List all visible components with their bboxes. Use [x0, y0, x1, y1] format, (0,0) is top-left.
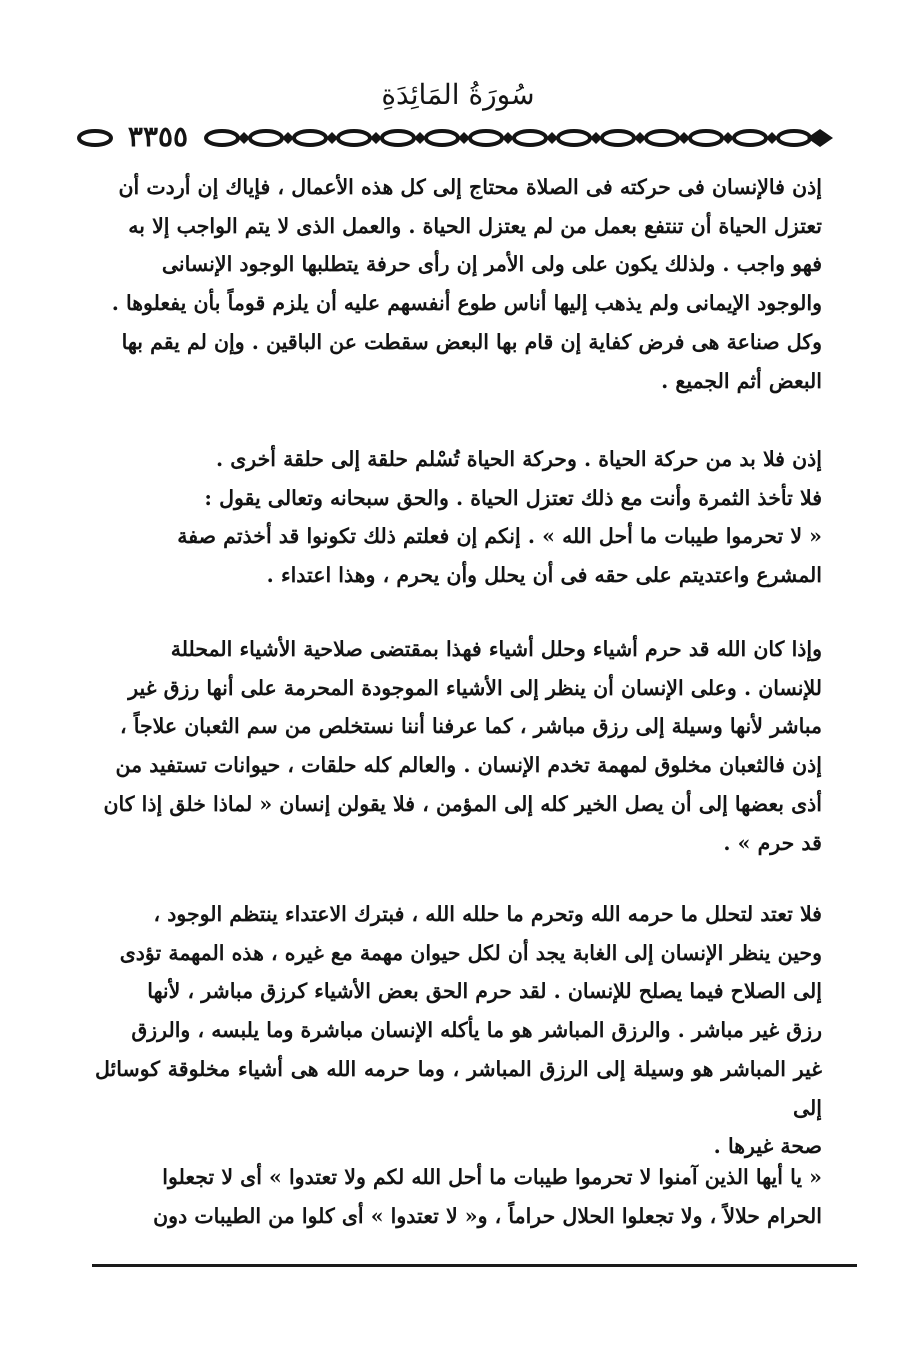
- footer-divider: [92, 1264, 857, 1267]
- text-line: وحين ينظر الإنسان إلى الغابة يجد أن لكل حيوان مهمة مع غيره ، هذه المهمة تؤدى: [119, 940, 822, 965]
- text-line: وكل صناعة هى فرض كفاية إن قام بها البعض سقطت عن الباقين . وإن لم يقم بها: [121, 329, 822, 354]
- text-line: فلا تأخذ الثمرة وأنت مع ذلك تعتزل الحياة . والحق سبحانه وتعالى يقول :: [204, 485, 822, 510]
- paragraph-2: [95, 440, 822, 595]
- text-line: « لا تحرموا طيبات ما أحل الله » . إنكم إن فعلتم ذلك تكونوا قد أخذتم صفة: [177, 524, 822, 549]
- text-line: فهو واجب . ولذلك يكون على ولى الأمر إن رأى حرفة يتطلبها الوجود الإنسانى: [161, 252, 822, 277]
- text-line: وإذا كان الله قد حرم أشياء وحلل أشياء فهذا بمقتضى صلاحية الأشياء المحللة: [170, 637, 822, 661]
- text-line: المشرع واعتديتم على حقه فى أن يحلل وأن يحرم ، وهذا اعتداء .: [266, 563, 822, 588]
- surah-title: سُورَةُ المَائِدَةِ: [381, 78, 535, 111]
- page-number: ٣٣٥٥: [118, 120, 198, 154]
- text-line: والوجود الإيمانى ولم يذهب إليها أناس طوع أنفسهم عليه أن يلزم قوماً بأن يفعلوها .: [111, 291, 822, 316]
- text-line: للإنسان . وعلى الإنسان أن ينظر إلى الأشياء الموجودة المحرمة على أنها رزق غير: [128, 675, 822, 700]
- text-line: فلا تعتد لتحلل ما حرمه الله وتحرم ما حلله الله ، فبترك الاعتداء ينتظم الوجود ،: [153, 902, 822, 926]
- text-line: إذن فالثعبان مخلوق لمهمة تخدم الإنسان . والعالم كله حلقات ، حيوانات تستفيد من: [115, 753, 822, 778]
- text-line: قد حرم » .: [723, 830, 822, 855]
- text-line: أذى بعضها إلى أن يصل الخير كله إلى المؤمن ، فلا يقولن إنسان « لماذا خلق إذا كان: [103, 791, 822, 816]
- text-line: غير المباشر هو وسيلة إلى الرزق المباشر ، وما حرمه الله هى أشياء مخلوقة كوسائل إلى: [95, 1056, 822, 1120]
- text-line: صحة غيرها .: [713, 1134, 822, 1159]
- text-line: الحرام حلالاً ، ولا تجعلوا الحلال حراماً ، و« لا تعتدوا » أى كلوا من الطيبات دون: [153, 1203, 822, 1228]
- text-line: رزق غير مباشر . والرزق المباشر هو ما يأكله الإنسان مباشرة وما يلبسه ، والرزق: [131, 1018, 822, 1043]
- text-line: إلى الصلاح فيما يصلح للإنسان . لقد حرم الحق بعض الأشياء كرزق مباشر ، لأنها: [147, 979, 822, 1004]
- paragraph-1: [95, 168, 822, 400]
- text-line: مباشر لأنها وسيلة إلى رزق مباشر ، كما عرفنا أننا نستخلص من سم الثعبان علاجاً ،: [119, 714, 822, 739]
- paragraph-4: [95, 895, 822, 1166]
- text-line: « يا أيها الذين آمنوا لا تحرموا طيبات ما أحل الله لكم ولا تعتدوا » أى لا تجعلوا: [162, 1165, 822, 1189]
- paragraph-3: [95, 630, 822, 862]
- text-line: إذن فلا بد من حركة الحياة . وحركة الحياة تُسْلم حلقة إلى حلقة أخرى .: [215, 447, 822, 471]
- text-line: البعض أثم الجميع .: [661, 368, 822, 393]
- text-line: إذن فالإنسان فى حركته فى الصلاة محتاج إلى كل هذه الأعمال ، فإياك إن أردت أن: [118, 175, 822, 199]
- paragraph-5: [95, 1158, 822, 1235]
- text-line: تعتزل الحياة أن تنتفع بعمل من لم يعتزل الحياة . والعمل الذى لا يتم الواجب إلا به: [128, 213, 822, 238]
